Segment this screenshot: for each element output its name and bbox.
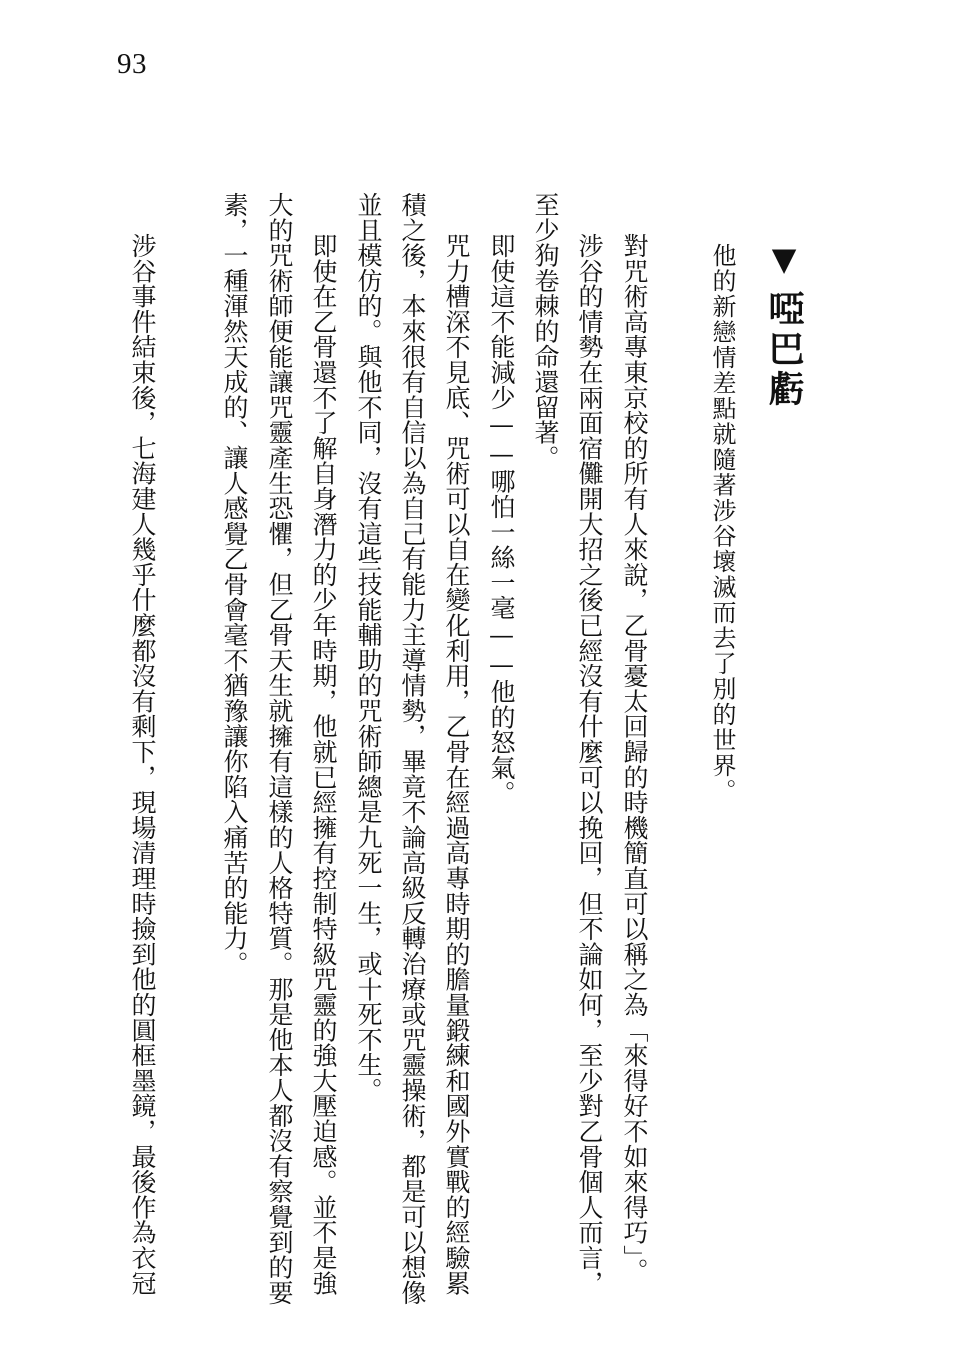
- body-paragraph-line: 對咒術高專東京校的所有人來說，乙骨憂太回歸的時機簡直可以稱之為「來得好不如來得巧」。: [620, 233, 649, 1284]
- triangle-down-icon: ▼: [765, 240, 803, 282]
- body-paragraph-line: 即使在乙骨還不了解自身潛力的少年時期，他就已經擁有控制特級咒靈的強大壓迫感。並不是強: [309, 233, 338, 1296]
- body-paragraph-line: 涉谷的情勢在兩面宿儺開大招之後已經沒有什麼可以挽回，但不論如何，至少對乙骨個人而言，: [575, 233, 604, 1296]
- body-paragraph-line: 積之後，本來很有自信以為自己有能力主導情勢，畢竟不論高級反轉治療或咒靈操術，都是可以想像: [398, 192, 427, 1306]
- body-paragraph-line: 素，一種渾然天成的、讓人感覺乙骨會毫不猶豫讓你陷入痛苦的能力。: [220, 192, 249, 977]
- body-paragraph-line: 涉谷事件結束後，七海建人幾乎什麼都沒有剩下，現場清理時撿到他的圓框墨鏡，最後作為衣冠: [128, 233, 157, 1296]
- chapter-subtitle: 他的新戀情差點就隨著涉谷壞滅而去了別的世界。: [708, 243, 736, 804]
- page-number: 93: [117, 48, 147, 80]
- chapter-heading: [762, 240, 806, 410]
- chapter-title: 啞巴虧: [763, 290, 805, 410]
- body-paragraph-line: 即使這不能減少——哪怕一絲一毫——他的怒氣。: [487, 233, 516, 806]
- body-paragraph-line: 並且模仿的。與他不同，沒有這些技能輔助的咒術師總是九死一生，或十死不生。: [354, 192, 383, 1103]
- body-paragraph-line: 咒力槽深不見底、咒術可以自在變化利用，乙骨在經過高專時期的膽量鍛練和國外實戰的經驗累: [442, 233, 471, 1296]
- body-paragraph-line: 大的咒術師便能讓咒靈產生恐懼，但乙骨天生就擁有這樣的人格特質。那是他本人都沒有察覺到的要: [265, 192, 294, 1306]
- body-paragraph-line: 至少狗卷棘的命還留著。: [531, 192, 560, 471]
